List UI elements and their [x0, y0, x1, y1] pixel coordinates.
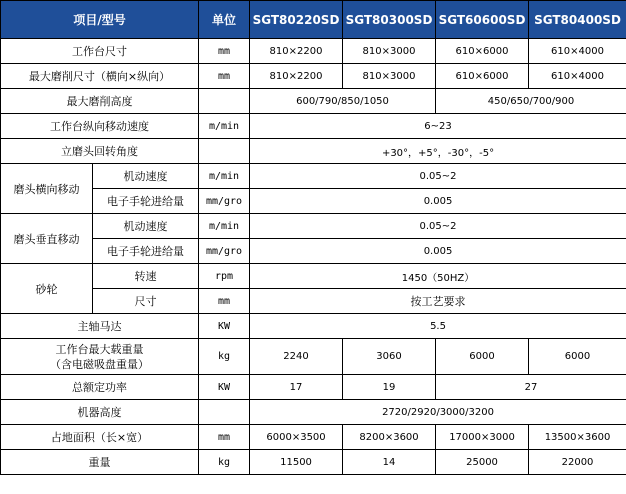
row-label: 立磨头回转角度	[1, 139, 199, 164]
row-label: 电子手轮进给量	[93, 189, 199, 214]
header-model-2: SGT80300SD	[343, 1, 436, 39]
table-row-vertical-powered	[1, 214, 626, 239]
row-value: 17	[250, 375, 343, 400]
header-row	[1, 1, 626, 39]
row-label: 总额定功率	[1, 375, 199, 400]
row-value: 27	[436, 375, 626, 400]
row-value: 610×4000	[529, 39, 626, 64]
table-row-vertical-handwheel	[1, 239, 626, 264]
row-label: 主轴马达	[1, 314, 199, 339]
row-value: 0.005	[250, 189, 626, 214]
row-value: +30°，+5°，-30°，-5°	[250, 139, 626, 164]
row-value: 6~23	[250, 114, 626, 139]
row-value: 610×6000	[436, 39, 529, 64]
table-row-weight	[1, 450, 626, 475]
row-label: 机动速度	[93, 214, 199, 239]
row-value: 1450（50HZ）	[250, 264, 626, 289]
row-unit: m/min	[199, 114, 250, 139]
table-row-cross-powered	[1, 164, 626, 189]
row-value: 810×2200	[250, 39, 343, 64]
table-row-machine-height	[1, 400, 626, 425]
row-label: 转速	[93, 264, 199, 289]
table-row-table-size	[1, 39, 626, 64]
row-value: 450/650/700/900	[436, 89, 626, 114]
row-unit	[199, 89, 250, 114]
header-model-3: SGT60600SD	[436, 1, 529, 39]
row-value: 600/790/850/1050	[250, 89, 436, 114]
table-row-total-power	[1, 375, 626, 400]
row-label: 机器高度	[1, 400, 199, 425]
row-value: 810×2200	[250, 64, 343, 89]
table-row-cross-handwheel	[1, 189, 626, 214]
row-unit: rpm	[199, 264, 250, 289]
row-value: 6000	[529, 339, 626, 375]
row-value: 610×6000	[436, 64, 529, 89]
row-label: 机动速度	[93, 164, 199, 189]
row-value: 3060	[343, 339, 436, 375]
header-item: 项目/型号	[1, 1, 199, 39]
table-row-max-grind-size	[1, 64, 626, 89]
row-value: 810×3000	[343, 64, 436, 89]
row-label: 占地面积（长×宽）	[1, 425, 199, 450]
row-label: 工作台尺寸	[1, 39, 199, 64]
row-label: 重量	[1, 450, 199, 475]
row-value: 0.05~2	[250, 214, 626, 239]
row-unit: m/min	[199, 164, 250, 189]
row-value: 6000×3500	[250, 425, 343, 450]
row-value: 6000	[436, 339, 529, 375]
row-label: 电子手轮进给量	[93, 239, 199, 264]
row-label-line: 工作台最大载重量	[55, 342, 144, 356]
table-row-table-speed	[1, 114, 626, 139]
row-unit: KW	[199, 314, 250, 339]
row-unit	[199, 139, 250, 164]
row-unit: mm	[199, 289, 250, 314]
row-value: 8200×3600	[343, 425, 436, 450]
table-row-wheel-speed	[1, 264, 626, 289]
row-value: 0.005	[250, 239, 626, 264]
row-unit: mm	[199, 64, 250, 89]
row-value: 14	[343, 450, 436, 475]
row-unit: m/min	[199, 214, 250, 239]
row-value: 810×3000	[343, 39, 436, 64]
row-value: 22000	[529, 450, 626, 475]
row-value: 按工艺要求	[250, 289, 626, 314]
row-unit	[199, 400, 250, 425]
table-row-max-grind-height	[1, 89, 626, 114]
row-value: 2720/2920/3000/3200	[250, 400, 626, 425]
row-label: 尺寸	[93, 289, 199, 314]
row-unit: mm	[199, 39, 250, 64]
row-unit: KW	[199, 375, 250, 400]
header-unit: 单位	[199, 1, 250, 39]
row-label: 最大磨削高度	[1, 89, 199, 114]
group-label: 磨头垂直移动	[1, 214, 93, 264]
row-value: 17000×3000	[436, 425, 529, 450]
row-label: 最大磨削尺寸（横向×纵向）	[1, 64, 199, 89]
row-unit: kg	[199, 450, 250, 475]
row-value: 610×4000	[529, 64, 626, 89]
row-value: 25000	[436, 450, 529, 475]
row-value: 13500×3600	[529, 425, 626, 450]
row-unit: mm/gro	[199, 189, 250, 214]
header-model-4: SGT80400SD	[529, 1, 626, 39]
table-row-vertical-head-angle	[1, 139, 626, 164]
row-unit: mm	[199, 425, 250, 450]
table-row-wheel-size	[1, 289, 626, 314]
row-value: 2240	[250, 339, 343, 375]
row-unit: mm/gro	[199, 239, 250, 264]
row-value: 11500	[250, 450, 343, 475]
table-row-spindle-motor	[1, 314, 626, 339]
row-unit: kg	[199, 339, 250, 375]
row-label-line: （含电磁吸盘重量）	[50, 357, 149, 371]
table-row-footprint	[1, 425, 626, 450]
table-row-max-load	[1, 339, 626, 375]
row-value: 0.05~2	[250, 164, 626, 189]
group-label: 磨头横向移动	[1, 164, 93, 214]
row-label	[1, 339, 199, 375]
group-label: 砂轮	[1, 264, 93, 314]
row-label: 工作台纵向移动速度	[1, 114, 199, 139]
row-value: 19	[343, 375, 436, 400]
header-model-1: SGT80220SD	[250, 1, 343, 39]
row-value: 5.5	[250, 314, 626, 339]
